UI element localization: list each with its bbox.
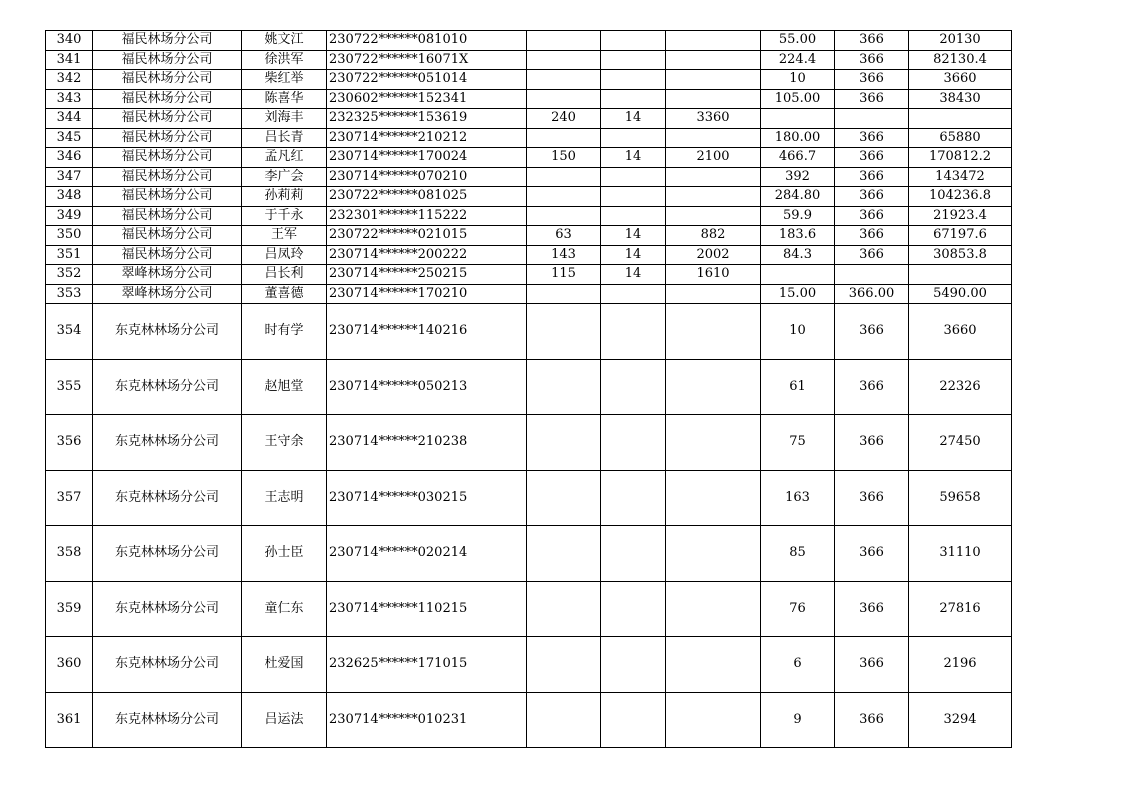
cell-c10: 82130.4 xyxy=(909,50,1012,70)
cell-c9: 366 xyxy=(835,50,909,70)
cell-name: 孙莉莉 xyxy=(242,187,327,207)
cell-c6: 14 xyxy=(601,245,666,265)
cell-c10: 170812.2 xyxy=(909,148,1012,168)
cell-c6 xyxy=(601,128,666,148)
cell-no: 343 xyxy=(46,89,93,109)
cell-id: 230722******081025 xyxy=(327,187,527,207)
cell-c7 xyxy=(666,187,761,207)
cell-no: 358 xyxy=(46,526,93,582)
cell-c5 xyxy=(527,187,601,207)
cell-c6 xyxy=(601,526,666,582)
cell-c5 xyxy=(527,70,601,90)
cell-name: 于千永 xyxy=(242,206,327,226)
cell-c6 xyxy=(601,167,666,187)
cell-no: 346 xyxy=(46,148,93,168)
cell-name: 徐洪军 xyxy=(242,50,327,70)
cell-c5 xyxy=(527,50,601,70)
cell-c9: 366.00 xyxy=(835,284,909,304)
cell-no: 361 xyxy=(46,692,93,748)
cell-c7: 3360 xyxy=(666,109,761,129)
cell-c5 xyxy=(527,692,601,748)
cell-c9: 366 xyxy=(835,167,909,187)
table-row xyxy=(46,109,1012,129)
cell-name: 时有学 xyxy=(242,304,327,360)
cell-no: 347 xyxy=(46,167,93,187)
cell-unit: 福民林场分公司 xyxy=(93,70,242,90)
cell-c7: 2100 xyxy=(666,148,761,168)
cell-c10 xyxy=(909,265,1012,285)
cell-id: 232325******153619 xyxy=(327,109,527,129)
cell-unit: 东克林林场分公司 xyxy=(93,359,242,415)
cell-no: 353 xyxy=(46,284,93,304)
cell-unit: 翠峰林场分公司 xyxy=(93,265,242,285)
cell-c10: 20130 xyxy=(909,31,1012,51)
cell-c10: 143472 xyxy=(909,167,1012,187)
cell-c10 xyxy=(909,109,1012,129)
cell-c10: 38430 xyxy=(909,89,1012,109)
cell-c10: 30853.8 xyxy=(909,245,1012,265)
cell-c6 xyxy=(601,692,666,748)
cell-id: 230714******050213 xyxy=(327,359,527,415)
table-row xyxy=(46,187,1012,207)
table-row xyxy=(46,148,1012,168)
cell-c9: 366 xyxy=(835,245,909,265)
cell-unit: 福民林场分公司 xyxy=(93,167,242,187)
cell-c8: 224.4 xyxy=(761,50,835,70)
cell-c7 xyxy=(666,206,761,226)
cell-c9: 366 xyxy=(835,89,909,109)
table-row xyxy=(46,637,1012,693)
cell-c7 xyxy=(666,128,761,148)
cell-name: 王军 xyxy=(242,226,327,246)
cell-c7 xyxy=(666,470,761,526)
table-row xyxy=(46,415,1012,471)
cell-c8: 76 xyxy=(761,581,835,637)
cell-c9: 366 xyxy=(835,359,909,415)
cell-c5 xyxy=(527,206,601,226)
cell-c10: 2196 xyxy=(909,637,1012,693)
cell-c8: 10 xyxy=(761,304,835,360)
cell-no: 340 xyxy=(46,31,93,51)
table-row xyxy=(46,167,1012,187)
cell-no: 357 xyxy=(46,470,93,526)
table-row xyxy=(46,89,1012,109)
cell-c8: 284.80 xyxy=(761,187,835,207)
cell-name: 刘海丰 xyxy=(242,109,327,129)
cell-id: 230714******070210 xyxy=(327,167,527,187)
cell-id: 230714******170024 xyxy=(327,148,527,168)
cell-unit: 东克林林场分公司 xyxy=(93,470,242,526)
cell-c8: 75 xyxy=(761,415,835,471)
cell-id: 230714******210238 xyxy=(327,415,527,471)
data-table xyxy=(45,30,1012,748)
cell-id: 230722******051014 xyxy=(327,70,527,90)
cell-no: 360 xyxy=(46,637,93,693)
cell-c5 xyxy=(527,128,601,148)
cell-c8: 61 xyxy=(761,359,835,415)
cell-c5: 115 xyxy=(527,265,601,285)
cell-c6 xyxy=(601,70,666,90)
cell-c10: 59658 xyxy=(909,470,1012,526)
cell-c9: 366 xyxy=(835,526,909,582)
cell-no: 344 xyxy=(46,109,93,129)
cell-c8: 105.00 xyxy=(761,89,835,109)
cell-id: 232301******115222 xyxy=(327,206,527,226)
cell-c7 xyxy=(666,284,761,304)
cell-c5: 150 xyxy=(527,148,601,168)
cell-c6 xyxy=(601,470,666,526)
table-body xyxy=(46,31,1012,748)
cell-c7 xyxy=(666,581,761,637)
table-row xyxy=(46,226,1012,246)
cell-no: 348 xyxy=(46,187,93,207)
cell-unit: 福民林场分公司 xyxy=(93,31,242,51)
cell-c5 xyxy=(527,581,601,637)
cell-c8: 85 xyxy=(761,526,835,582)
cell-no: 350 xyxy=(46,226,93,246)
cell-no: 342 xyxy=(46,70,93,90)
cell-c9: 366 xyxy=(835,148,909,168)
cell-name: 陈喜华 xyxy=(242,89,327,109)
cell-c10: 27450 xyxy=(909,415,1012,471)
cell-c9: 366 xyxy=(835,692,909,748)
cell-unit: 福民林场分公司 xyxy=(93,128,242,148)
cell-c5: 143 xyxy=(527,245,601,265)
table-row xyxy=(46,284,1012,304)
cell-c10: 5490.00 xyxy=(909,284,1012,304)
table-row xyxy=(46,304,1012,360)
cell-c6 xyxy=(601,581,666,637)
cell-c6 xyxy=(601,206,666,226)
cell-unit: 福民林场分公司 xyxy=(93,148,242,168)
cell-c6 xyxy=(601,50,666,70)
cell-id: 230722******16071X xyxy=(327,50,527,70)
cell-no: 356 xyxy=(46,415,93,471)
cell-name: 吕运法 xyxy=(242,692,327,748)
cell-no: 341 xyxy=(46,50,93,70)
cell-unit: 东克林林场分公司 xyxy=(93,415,242,471)
cell-name: 吕凤玲 xyxy=(242,245,327,265)
cell-c9: 366 xyxy=(835,128,909,148)
cell-c5 xyxy=(527,415,601,471)
cell-id: 230722******081010 xyxy=(327,31,527,51)
cell-id: 230602******152341 xyxy=(327,89,527,109)
cell-name: 王志明 xyxy=(242,470,327,526)
cell-c10: 104236.8 xyxy=(909,187,1012,207)
cell-name: 李广会 xyxy=(242,167,327,187)
table-row xyxy=(46,31,1012,51)
cell-unit: 福民林场分公司 xyxy=(93,206,242,226)
table-row xyxy=(46,526,1012,582)
cell-c6 xyxy=(601,415,666,471)
cell-c5 xyxy=(527,637,601,693)
cell-c7 xyxy=(666,359,761,415)
cell-unit: 翠峰林场分公司 xyxy=(93,284,242,304)
cell-c9: 366 xyxy=(835,187,909,207)
cell-name: 柴红举 xyxy=(242,70,327,90)
table-row xyxy=(46,70,1012,90)
cell-id: 230714******010231 xyxy=(327,692,527,748)
cell-c10: 3294 xyxy=(909,692,1012,748)
cell-c8: 180.00 xyxy=(761,128,835,148)
cell-c8: 15.00 xyxy=(761,284,835,304)
cell-c8: 10 xyxy=(761,70,835,90)
cell-name: 赵旭堂 xyxy=(242,359,327,415)
cell-c10: 21923.4 xyxy=(909,206,1012,226)
cell-c10: 65880 xyxy=(909,128,1012,148)
cell-c7 xyxy=(666,415,761,471)
cell-c6 xyxy=(601,304,666,360)
cell-c9 xyxy=(835,265,909,285)
cell-c6 xyxy=(601,187,666,207)
table-row xyxy=(46,359,1012,415)
cell-id: 230714******200222 xyxy=(327,245,527,265)
cell-c7 xyxy=(666,50,761,70)
cell-no: 351 xyxy=(46,245,93,265)
cell-unit: 福民林场分公司 xyxy=(93,109,242,129)
cell-c6 xyxy=(601,89,666,109)
cell-no: 359 xyxy=(46,581,93,637)
cell-c7: 1610 xyxy=(666,265,761,285)
cell-c5 xyxy=(527,304,601,360)
cell-c9: 366 xyxy=(835,637,909,693)
cell-c5 xyxy=(527,89,601,109)
cell-c5 xyxy=(527,470,601,526)
cell-c10: 22326 xyxy=(909,359,1012,415)
cell-id: 230714******140216 xyxy=(327,304,527,360)
cell-id: 230722******021015 xyxy=(327,226,527,246)
cell-c9 xyxy=(835,109,909,129)
cell-name: 王守余 xyxy=(242,415,327,471)
cell-c7 xyxy=(666,526,761,582)
cell-c9: 366 xyxy=(835,226,909,246)
cell-unit: 福民林场分公司 xyxy=(93,50,242,70)
cell-no: 352 xyxy=(46,265,93,285)
cell-c8: 6 xyxy=(761,637,835,693)
cell-c10: 27816 xyxy=(909,581,1012,637)
table-row xyxy=(46,470,1012,526)
cell-c6 xyxy=(601,359,666,415)
cell-no: 354 xyxy=(46,304,93,360)
cell-unit: 东克林林场分公司 xyxy=(93,581,242,637)
cell-unit: 东克林林场分公司 xyxy=(93,304,242,360)
cell-c7: 2002 xyxy=(666,245,761,265)
cell-c6: 14 xyxy=(601,226,666,246)
cell-unit: 东克林林场分公司 xyxy=(93,526,242,582)
cell-c6 xyxy=(601,31,666,51)
cell-c10: 3660 xyxy=(909,304,1012,360)
cell-id: 230714******170210 xyxy=(327,284,527,304)
cell-c6: 14 xyxy=(601,148,666,168)
cell-name: 孟凡红 xyxy=(242,148,327,168)
cell-c9: 366 xyxy=(835,415,909,471)
cell-unit: 福民林场分公司 xyxy=(93,89,242,109)
cell-c7 xyxy=(666,167,761,187)
cell-id: 230714******250215 xyxy=(327,265,527,285)
cell-c9: 366 xyxy=(835,581,909,637)
cell-c8: 163 xyxy=(761,470,835,526)
cell-c5 xyxy=(527,284,601,304)
cell-id: 232625******171015 xyxy=(327,637,527,693)
cell-c8: 84.3 xyxy=(761,245,835,265)
cell-id: 230714******210212 xyxy=(327,128,527,148)
cell-id: 230714******020214 xyxy=(327,526,527,582)
cell-c5 xyxy=(527,526,601,582)
table-row xyxy=(46,692,1012,748)
cell-c8: 183.6 xyxy=(761,226,835,246)
cell-c7 xyxy=(666,637,761,693)
cell-c9: 366 xyxy=(835,206,909,226)
table-row xyxy=(46,581,1012,637)
cell-c8 xyxy=(761,265,835,285)
table-row xyxy=(46,245,1012,265)
cell-c9: 366 xyxy=(835,470,909,526)
cell-c7 xyxy=(666,304,761,360)
cell-c7: 882 xyxy=(666,226,761,246)
cell-c8: 392 xyxy=(761,167,835,187)
cell-name: 童仁东 xyxy=(242,581,327,637)
cell-c6 xyxy=(601,637,666,693)
cell-c6: 14 xyxy=(601,109,666,129)
table-row xyxy=(46,128,1012,148)
cell-c7 xyxy=(666,692,761,748)
cell-name: 杜爱国 xyxy=(242,637,327,693)
cell-c8: 59.9 xyxy=(761,206,835,226)
cell-name: 吕长利 xyxy=(242,265,327,285)
cell-c8: 55.00 xyxy=(761,31,835,51)
table-row xyxy=(46,265,1012,285)
table-row xyxy=(46,206,1012,226)
cell-c7 xyxy=(666,89,761,109)
cell-c8: 466.7 xyxy=(761,148,835,168)
cell-id: 230714******030215 xyxy=(327,470,527,526)
cell-c10: 67197.6 xyxy=(909,226,1012,246)
cell-unit: 福民林场分公司 xyxy=(93,245,242,265)
cell-c9: 366 xyxy=(835,304,909,360)
cell-c8 xyxy=(761,109,835,129)
cell-no: 345 xyxy=(46,128,93,148)
cell-c5: 240 xyxy=(527,109,601,129)
cell-c7 xyxy=(666,31,761,51)
cell-name: 孙士臣 xyxy=(242,526,327,582)
cell-c10: 31110 xyxy=(909,526,1012,582)
cell-c8: 9 xyxy=(761,692,835,748)
cell-c5: 63 xyxy=(527,226,601,246)
cell-unit: 东克林林场分公司 xyxy=(93,637,242,693)
cell-id: 230714******110215 xyxy=(327,581,527,637)
cell-name: 董喜德 xyxy=(242,284,327,304)
cell-name: 吕长青 xyxy=(242,128,327,148)
cell-c10: 3660 xyxy=(909,70,1012,90)
cell-no: 349 xyxy=(46,206,93,226)
cell-unit: 东克林林场分公司 xyxy=(93,692,242,748)
cell-c9: 366 xyxy=(835,31,909,51)
cell-c9: 366 xyxy=(835,70,909,90)
cell-no: 355 xyxy=(46,359,93,415)
cell-unit: 福民林场分公司 xyxy=(93,226,242,246)
cell-unit: 福民林场分公司 xyxy=(93,187,242,207)
cell-c7 xyxy=(666,70,761,90)
cell-c5 xyxy=(527,31,601,51)
cell-c5 xyxy=(527,167,601,187)
cell-c5 xyxy=(527,359,601,415)
cell-name: 姚文江 xyxy=(242,31,327,51)
table-row xyxy=(46,50,1012,70)
cell-c6 xyxy=(601,284,666,304)
cell-c6: 14 xyxy=(601,265,666,285)
